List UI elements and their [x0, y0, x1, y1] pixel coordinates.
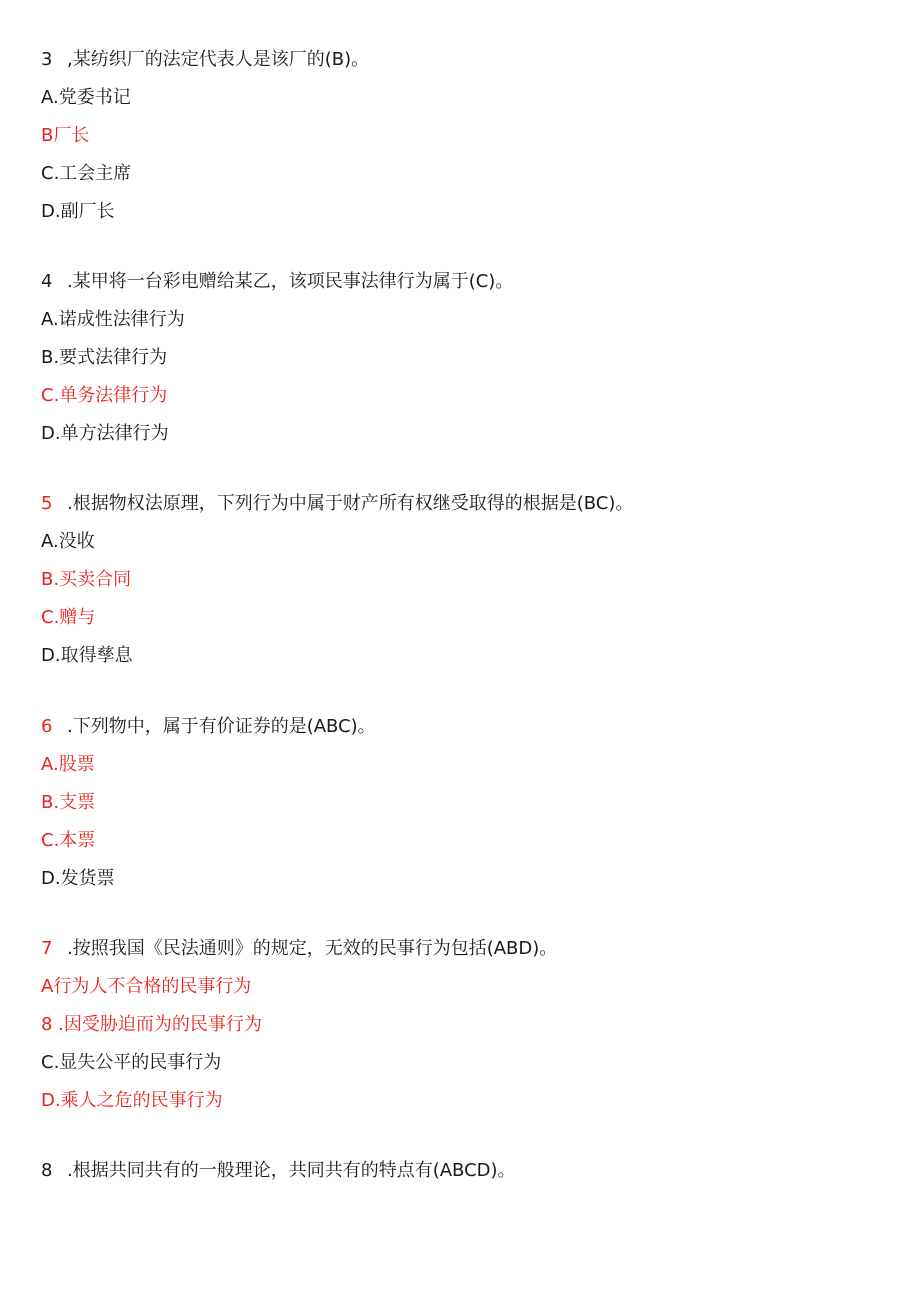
- question-number: 4: [41, 271, 53, 292]
- question-4-option-a: A.诺成性法律行为: [41, 309, 185, 330]
- question-3-option-b-answer: B厂长: [41, 125, 90, 146]
- question-text: .根据物权法原理，下列行为中属于财产所有权继受取得的根据是(BC)。: [67, 493, 634, 514]
- question-number: 7: [41, 938, 53, 959]
- question-number: 6: [41, 716, 53, 737]
- question-7-option-c: C.显失公平的民事行为: [41, 1052, 222, 1073]
- question-6-option-b-answer: B.支票: [41, 792, 96, 813]
- question-text: .根据共同共有的一般理论，共同共有的特点有(ABCD)。: [67, 1160, 516, 1181]
- question-5-option-d: D.取得孳息: [41, 645, 133, 666]
- question-5-option-a: A.没收: [41, 531, 95, 552]
- question-6-stem: [41, 714, 376, 740]
- question-3-stem: [41, 47, 369, 73]
- question-7-option-a-answer: A行为人不合格的民事行为: [41, 976, 252, 997]
- question-6-option-a-answer: A.股票: [41, 754, 95, 775]
- question-4-option-d: D.单方法律行为: [41, 423, 169, 444]
- question-text: ,某纺织厂的法定代表人是该厂的(B)。: [67, 49, 370, 70]
- question-text: .按照我国《民法通则》的规定，无效的民事行为包括(ABD)。: [67, 938, 558, 959]
- question-5-stem: [41, 491, 633, 517]
- question-text: .下列物中，属于有价证券的是(ABC)。: [67, 716, 376, 737]
- question-7-stem: [41, 936, 557, 962]
- question-6-option-c-answer: C.本票: [41, 830, 96, 851]
- question-4-option-b: B.要式法律行为: [41, 347, 168, 368]
- question-4-stem: [41, 269, 513, 295]
- question-text: .某甲将一台彩电赠给某乙，该项民事法律行为属于(C)。: [67, 271, 514, 292]
- question-5-option-c-answer: C.赠与: [41, 607, 96, 628]
- question-3-option-a: A.党委书记: [41, 87, 131, 108]
- question-number: 5: [41, 493, 53, 514]
- question-5-option-b-answer: B.买卖合同: [41, 569, 132, 590]
- question-3-option-d: D.副厂长: [41, 201, 115, 222]
- question-7-option-b-answer: 8 .因受胁迫而为的民事行为: [41, 1014, 262, 1035]
- question-3-option-c: C.工会主席: [41, 163, 132, 184]
- question-6-option-d: D.发货票: [41, 868, 115, 889]
- question-8-stem: [41, 1158, 516, 1184]
- question-4-option-c-answer: C.单务法律行为: [41, 385, 168, 406]
- question-number: 3: [41, 49, 53, 70]
- question-number: 8: [41, 1160, 53, 1181]
- question-7-option-d-answer: D.乘人之危的民事行为: [41, 1090, 223, 1111]
